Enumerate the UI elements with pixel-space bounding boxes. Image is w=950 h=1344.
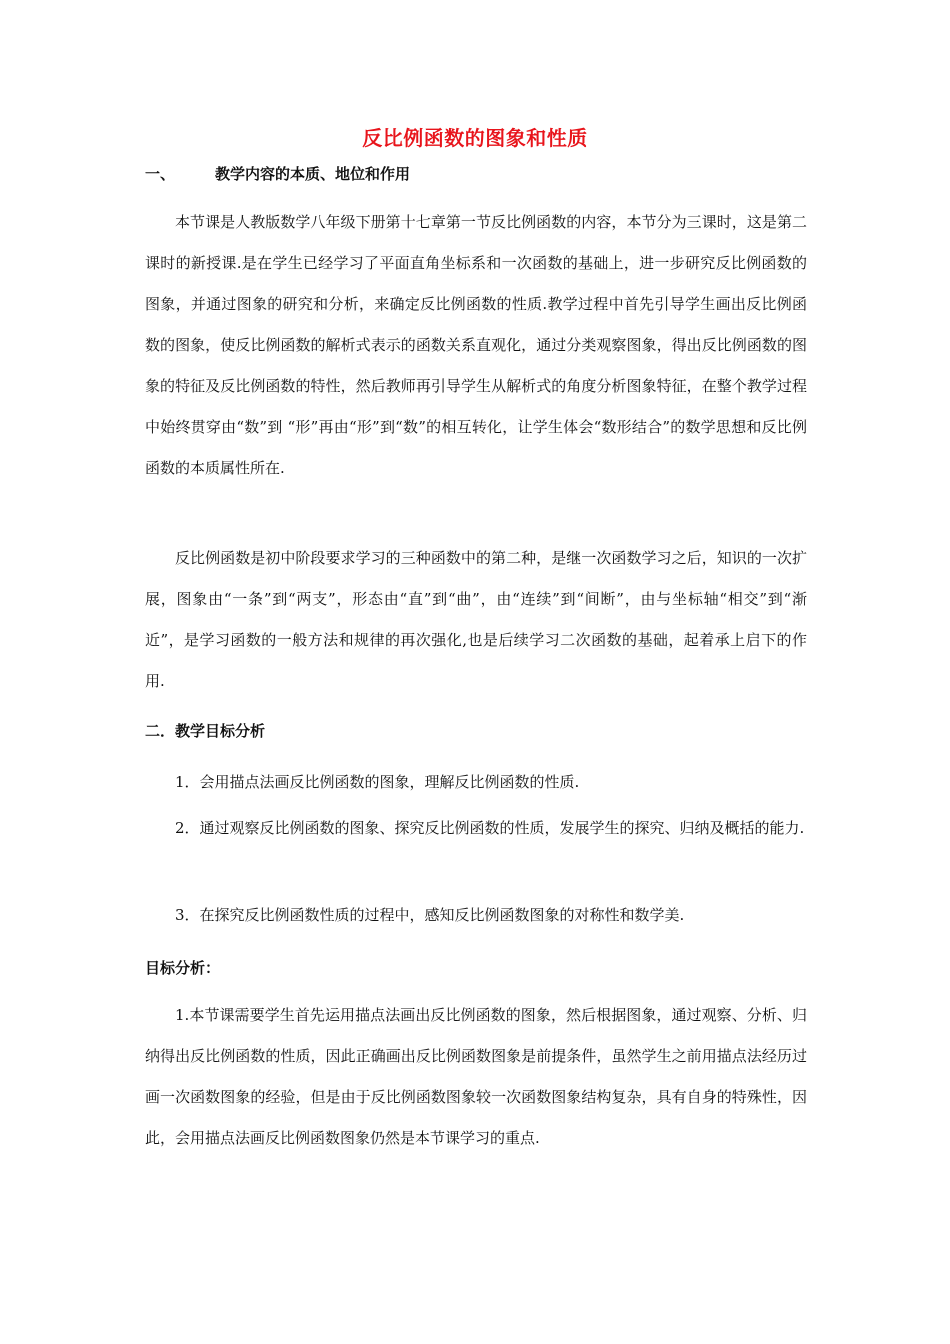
- goal-item-3: 3．在探究反比例函数性质的过程中，感知反比例函数图象的对称性和数学美.: [175, 906, 685, 924]
- paragraph-goal-analysis: 1.本节课需要学生首先运用描点法画出反比例函数的图象，然后根据图象，通过观察、分析、归纳得出反比例函数的性质，因此正确画出反比例函数图象是前提条件，虽然学生之前用描点法经历过画一次函数图象的经验，但是由于反比例函数图象较一次函数图象结构复杂，具有自身的特殊性，因此，会用描点法画反比例函数图象仍然是本节课学习的重点.: [145, 1006, 807, 1147]
- paragraph-function-position: 反比例函数是初中阶段要求学习的三种函数中的第二种，是继一次函数学习之后，知识的一次扩展，图象由“一条”到“两支”，形态由“直”到“曲”，由“连续”到“间断”，由与坐标轴“相交”到“渐近”，是学习函数的一般方法和规律的再次强化,也是后续学习二次函数的基础，起着承上启下的作用.: [145, 549, 807, 690]
- section-heading-2: 二．教学目标分析: [145, 722, 266, 740]
- goal-item-1: 1．会用描点法画反比例函数的图象，理解反比例函数的性质.: [175, 773, 580, 791]
- paragraph-content-nature: 本节课是人教版数学八年级下册第十七章第一节反比例函数的内容，本节分为三课时，这是第二课时的新授课.是在学生已经学习了平面直角坐标系和一次函数的基础上，进一步研究反比例函数的图象，并通过图象的研究和分析，来确定反比例函数的性质.教学过程中首先引导学生画出反比例函数的图象，使反比例函数的解析式表示的函数关系直观化，通过分类观察图象，得出反比例函数的图象的特征及反比例函数的特性，然后教师再引导学生从解析式的角度分析图象特征，在整个教学过程中始终贯穿由“数”到 “形”再由“形”到“数”的相互转化，让学生体会“数形结合”的数学思想和反比例函数的本质属性所在.: [145, 213, 807, 477]
- section-heading-3: 目标分析：: [145, 959, 221, 977]
- document-title: 反比例函数的图象和性质: [362, 126, 588, 150]
- section-number: 一、: [145, 165, 176, 183]
- section-heading-1: [145, 163, 410, 184]
- goal-item-2: 2．通过观察反比例函数的图象、探究反比例函数的性质，发展学生的探究、归纳及概括的能力.: [175, 819, 805, 837]
- section-heading-text: 教学内容的本质、地位和作用: [215, 165, 411, 183]
